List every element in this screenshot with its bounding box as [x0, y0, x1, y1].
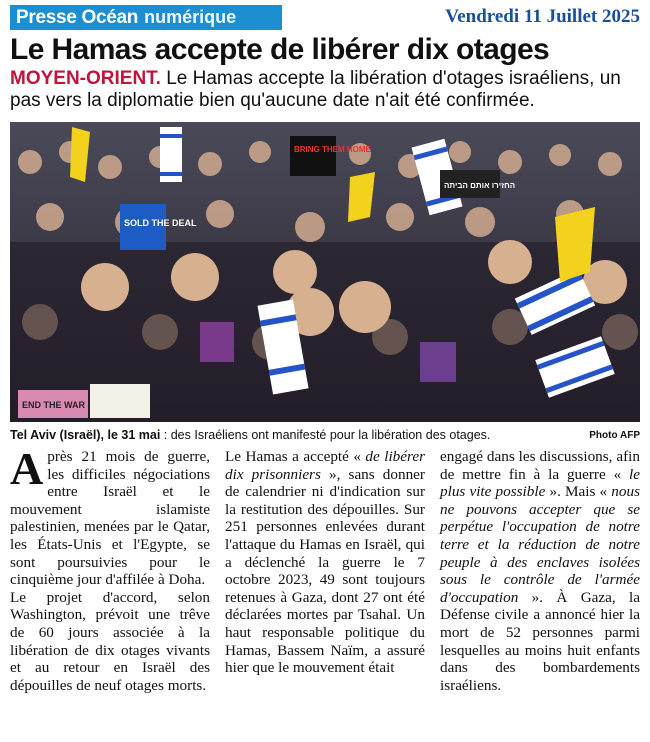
lede — [10, 68, 642, 112]
article-paragraph — [10, 443, 210, 589]
svg-text:SOLD THE DEAL: SOLD THE DEAL — [124, 218, 197, 228]
article-quote: nous ne pouvons accepter que se perpétue l'occupation de notre terre et la réduction de notre peuple à des enclaves isolées sous le contrôle de l'armée d'occupation — [440, 483, 640, 606]
svg-text:החזירו אותם הביתה: החזירו אותם הביתה — [444, 181, 516, 190]
article-text: engagé dans les discussions, afin de mettre fin à la guerre « — [440, 448, 640, 483]
article-quote: de libérer dix prisonniers — [225, 448, 426, 483]
drop-cap: A — [10, 443, 44, 494]
caption-description: : des Israéliens ont manifesté pour la libération des otages. — [160, 428, 491, 442]
caption-text — [10, 428, 490, 443]
svg-text:END THE WAR: END THE WAR — [22, 400, 85, 410]
masthead-edition: numérique — [144, 7, 237, 27]
article-quote: le plus vite possible — [440, 465, 640, 501]
masthead-brand: Presse Océan — [16, 6, 139, 28]
article-text: Le Hamas a accepté « — [225, 448, 366, 465]
article-column-1 — [10, 443, 210, 694]
crowd-photo-illustration — [10, 122, 640, 422]
article-text: près 21 mois de guerre, les difficiles négociations entre Israël et le mouvement islamiste palestinien, menées par le Qatar, les États-Unis et l'Egypte, se sont poursuivies pour le cinquième jour d'affilée à Doha. — [10, 448, 210, 589]
lede-kicker: MOYEN-ORIENT. — [10, 68, 161, 89]
article-paragraph — [225, 448, 425, 677]
svg-text:BRING THEM HOME: BRING THEM HOME — [294, 145, 371, 154]
issue-date: Vendredi 11 Juillet 2025 — [445, 6, 640, 27]
article-text: », sans donner de calendrier ni d'indication sur la restitution des dépouilles. Sur 251 personnes enlevées durant l'attaque du Hamas en Israël, qui a déclenché la guerre le 7 octobre 2023, 49 sont toujours retenues à Gaza, dont 27 ont été déclarées mortes par Tsahal. Un haut responsable politique du Hamas, Bassem Naïm, a assuré hier que le mouvement était — [225, 465, 425, 677]
article-paragraph — [440, 448, 640, 694]
article-text: ». Mais « — [545, 483, 612, 501]
photo-caption — [10, 428, 640, 443]
photo-credit: Photo AFP — [589, 430, 640, 441]
lede-text: Le Hamas accepte la libération d'otages israéliens, un pas vers la diplomatie bien qu'aucune date n'ait été confirmée. — [10, 68, 621, 111]
caption-place: Tel Aviv (Israël), le 31 mai — [10, 428, 161, 442]
masthead-logo — [10, 5, 282, 30]
article-text: ». À Gaza, la Défense civile a annoncé hier la mort de 52 personnes parmi lesquelles au moins huit enfants dans des bombardements israéliens. — [440, 588, 640, 694]
article-column-3 — [440, 448, 640, 694]
headline: Le Hamas accepte de libérer dix otages — [10, 33, 550, 66]
article-column-2 — [225, 448, 425, 677]
news-photo — [10, 122, 640, 422]
article-body — [10, 443, 640, 738]
article-paragraph: Le projet d'accord, selon Washington, prévoit une trêve de 60 jours associée à la libération de dix otages vivants et au retour en Israël des dépouilles de neuf otages morts. — [10, 588, 210, 694]
